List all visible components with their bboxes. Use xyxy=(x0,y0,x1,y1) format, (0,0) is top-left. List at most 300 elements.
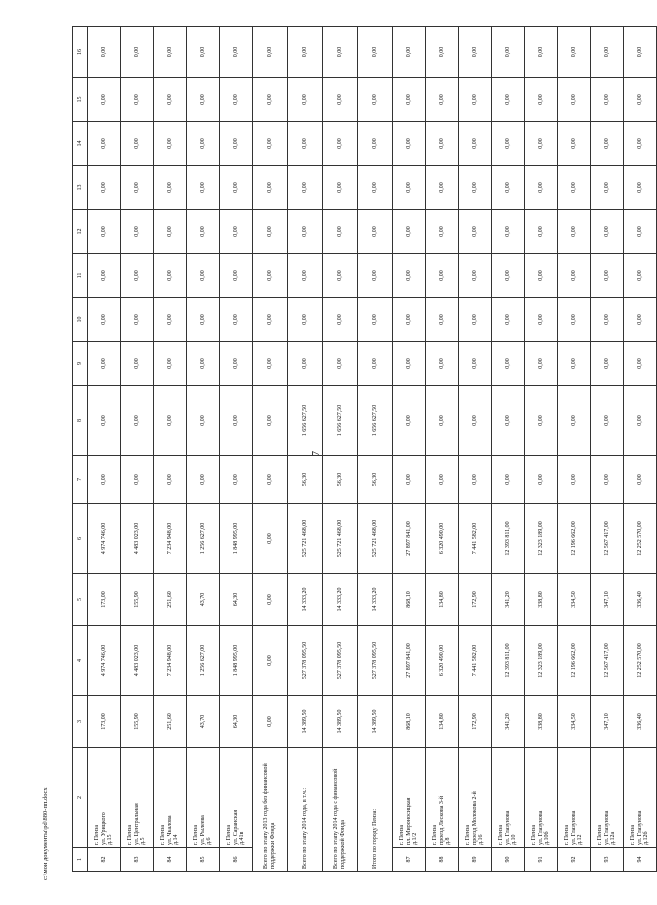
table-row xyxy=(492,27,525,872)
address-cell: г. Пенза ул. Чкалова д.14 xyxy=(154,748,187,848)
table-cell: 0,00 xyxy=(624,456,657,504)
housing-program-table xyxy=(72,26,657,872)
table-cell: 0,00 xyxy=(624,210,657,254)
table-cell: 1 656 627,50 xyxy=(288,386,323,456)
header-cell: 16 xyxy=(73,27,88,78)
table-cell: 525 721 468,00 xyxy=(323,504,358,574)
table-cell: 0,00 xyxy=(88,78,121,122)
table-cell: 4 974 746,00 xyxy=(88,504,121,574)
table-cell: 0,00 xyxy=(154,166,187,210)
table-cell: 0,00 xyxy=(558,298,591,342)
table-cell: 251,60 xyxy=(154,696,187,748)
table-cell: 14 389,50 xyxy=(358,696,393,748)
table-cell: 0,00 xyxy=(492,298,525,342)
table-cell: 0,00 xyxy=(187,27,220,78)
table-cell: 0,00 xyxy=(253,504,288,574)
table-cell: 0,00 xyxy=(459,210,492,254)
total-label: Итого по городу Пенза: xyxy=(358,748,393,872)
table-cell: 0,00 xyxy=(187,298,220,342)
table-cell: 0,00 xyxy=(426,386,459,456)
table-cell: 527 378 095,50 xyxy=(358,626,393,696)
table-cell: 341,20 xyxy=(492,696,525,748)
table-cell: 0,00 xyxy=(459,254,492,298)
header-cell: 6 xyxy=(73,504,88,574)
table-cell: 64,30 xyxy=(220,696,253,748)
table-cell: 0,00 xyxy=(253,574,288,626)
table-cell: 14 389,50 xyxy=(288,696,323,748)
table-cell: 155,90 xyxy=(121,696,154,748)
table-cell: 0,00 xyxy=(121,122,154,166)
table-cell: 0,00 xyxy=(154,456,187,504)
total-label: Всего по этапу 2014 года с финансовой поддержкой Фонда xyxy=(323,748,358,872)
address-cell: г. Пенза проезд Молокова 2-й д.16 xyxy=(459,748,492,848)
address-cell: г. Пенза пл. Мироносицкая д.1/2 xyxy=(393,748,426,848)
table-cell: 85 xyxy=(187,848,220,872)
table-row xyxy=(525,27,558,872)
table-cell: 0,00 xyxy=(220,27,253,78)
table-cell: 0,00 xyxy=(323,210,358,254)
table-cell: 0,00 xyxy=(358,254,393,298)
table-cell: 0,00 xyxy=(426,27,459,78)
table-cell: 1 656 627,50 xyxy=(323,386,358,456)
table-cell: 0,00 xyxy=(323,254,358,298)
table-cell: 0,00 xyxy=(591,298,624,342)
table-row xyxy=(558,27,591,872)
table-cell: 0,00 xyxy=(591,456,624,504)
table-cell: 0,00 xyxy=(624,342,657,386)
table-cell: 12 393 811,00 xyxy=(492,626,525,696)
table-cell: 0,00 xyxy=(253,27,288,78)
table-cell: 0,00 xyxy=(154,342,187,386)
table-cell: 12 567 417,00 xyxy=(591,626,624,696)
table-cell: 0,00 xyxy=(323,27,358,78)
table-cell: 0,00 xyxy=(358,27,393,78)
header-cell: 13 xyxy=(73,166,88,210)
table-cell: 155,90 xyxy=(121,574,154,626)
table-cell: 0,00 xyxy=(393,254,426,298)
table-cell: 341,20 xyxy=(492,574,525,626)
table-cell: 0,00 xyxy=(393,122,426,166)
table-cell: 0,00 xyxy=(220,342,253,386)
address-cell: г. Пенза ул. Глазунова д.10 xyxy=(492,748,525,848)
table-cell: 0,00 xyxy=(253,78,288,122)
table-cell: 84 xyxy=(154,848,187,872)
table-body xyxy=(73,27,657,872)
table-cell: 868,10 xyxy=(393,574,426,626)
table-cell: 0,00 xyxy=(187,342,220,386)
address-cell: г. Пенза ул. Глазунова д.12б xyxy=(624,748,657,848)
table-cell: 14 333,20 xyxy=(323,574,358,626)
table-cell: 0,00 xyxy=(288,254,323,298)
table-cell: 0,00 xyxy=(591,166,624,210)
table-cell: 0,00 xyxy=(88,456,121,504)
header-cell: 3 xyxy=(73,696,88,748)
table-cell: 0,00 xyxy=(88,166,121,210)
table-cell: 0,00 xyxy=(187,386,220,456)
table-cell: 4 483 023,00 xyxy=(121,626,154,696)
table-cell: 0,00 xyxy=(288,342,323,386)
header-cell: 1 xyxy=(73,848,88,872)
table-cell: 0,00 xyxy=(591,210,624,254)
total-label: Всего по этапу 2013 года без финансовой поддержки Фонда xyxy=(253,748,288,872)
table-cell: 0,00 xyxy=(358,122,393,166)
table-cell: 27 897 841,00 xyxy=(393,626,426,696)
table-cell: 347,10 xyxy=(591,696,624,748)
table-cell: 527 378 095,50 xyxy=(288,626,323,696)
table-cell: 0,00 xyxy=(220,254,253,298)
table-cell: 0,00 xyxy=(393,386,426,456)
table-cell: 0,00 xyxy=(253,166,288,210)
table-cell: 0,00 xyxy=(288,210,323,254)
table-cell: 92 xyxy=(558,848,591,872)
table-cell: 0,00 xyxy=(459,27,492,78)
table-cell: 0,00 xyxy=(358,78,393,122)
table-cell: 0,00 xyxy=(558,78,591,122)
table-cell: 0,00 xyxy=(358,210,393,254)
table-cell: 0,00 xyxy=(624,166,657,210)
address-cell: г. Пенза проезд Лескова 3-й д.8 xyxy=(426,748,459,848)
table-cell: 0,00 xyxy=(492,254,525,298)
table-cell: 88 xyxy=(426,848,459,872)
header-cell: 8 xyxy=(73,386,88,456)
table-cell: 0,00 xyxy=(154,122,187,166)
table-cell: 336,40 xyxy=(624,696,657,748)
table-cell: 56,30 xyxy=(288,456,323,504)
table-cell: 0,00 xyxy=(591,342,624,386)
table-cell: 12 196 662,00 xyxy=(558,626,591,696)
table-cell: 0,00 xyxy=(558,456,591,504)
table-cell: 336,40 xyxy=(624,574,657,626)
table-cell: 0,00 xyxy=(358,342,393,386)
table-row xyxy=(624,27,657,872)
table-cell: 0,00 xyxy=(220,210,253,254)
table-cell: 0,00 xyxy=(624,122,657,166)
table-cell: 0,00 xyxy=(220,122,253,166)
table-cell: 134,80 xyxy=(426,574,459,626)
table-cell: 0,00 xyxy=(558,166,591,210)
table-cell: 0,00 xyxy=(558,122,591,166)
table-cell: 12 252 570,00 xyxy=(624,504,657,574)
table-cell: 0,00 xyxy=(220,386,253,456)
table-cell: 0,00 xyxy=(121,342,154,386)
table-cell: 0,00 xyxy=(426,210,459,254)
address-cell: г. Пенза ул. Глазунова д.10б xyxy=(525,748,558,848)
table-cell: 0,00 xyxy=(525,122,558,166)
table-header-row xyxy=(73,27,88,872)
header-cell: 5 xyxy=(73,574,88,626)
table-cell: 0,00 xyxy=(558,27,591,78)
table-cell: 0,00 xyxy=(525,342,558,386)
table-cell: 1 848 995,00 xyxy=(220,626,253,696)
rotated-page-content xyxy=(72,27,650,872)
header-cell: 2 xyxy=(73,748,88,848)
table-cell: 0,00 xyxy=(220,298,253,342)
table-cell: 0,00 xyxy=(323,298,358,342)
total-row xyxy=(288,27,323,872)
table-cell: 0,00 xyxy=(624,78,657,122)
table-cell: 0,00 xyxy=(393,27,426,78)
table-cell: 0,00 xyxy=(220,78,253,122)
table-cell: 0,00 xyxy=(253,342,288,386)
table-cell: 0,00 xyxy=(459,386,492,456)
table-cell: 64,30 xyxy=(220,574,253,626)
total-row xyxy=(358,27,393,872)
table-cell: 0,00 xyxy=(288,78,323,122)
table-row xyxy=(121,27,154,872)
header-cell: 10 xyxy=(73,298,88,342)
table-cell: 0,00 xyxy=(426,254,459,298)
table-cell: 0,00 xyxy=(253,696,288,748)
table-cell: 1 256 627,00 xyxy=(187,504,220,574)
table-cell: 0,00 xyxy=(88,298,121,342)
table-cell: 0,00 xyxy=(492,210,525,254)
table-cell: 12 567 417,00 xyxy=(591,504,624,574)
table-cell: 90 xyxy=(492,848,525,872)
total-row xyxy=(323,27,358,872)
table-cell: 0,00 xyxy=(154,27,187,78)
table-cell: 0,00 xyxy=(88,342,121,386)
table-cell: 0,00 xyxy=(253,456,288,504)
table-cell: 0,00 xyxy=(459,78,492,122)
header-cell: 4 xyxy=(73,626,88,696)
table-cell: 89 xyxy=(459,848,492,872)
table-cell: 525 721 468,00 xyxy=(288,504,323,574)
table-cell: 0,00 xyxy=(253,210,288,254)
table-cell: 0,00 xyxy=(121,298,154,342)
table-cell: 0,00 xyxy=(492,78,525,122)
table-cell: 91 xyxy=(525,848,558,872)
table-cell: 0,00 xyxy=(525,386,558,456)
table-cell: 0,00 xyxy=(492,122,525,166)
table-cell: 0,00 xyxy=(121,78,154,122)
table-cell: 87 xyxy=(393,848,426,872)
table-cell: 868,10 xyxy=(393,696,426,748)
table-cell: 0,00 xyxy=(426,166,459,210)
header-cell: 9 xyxy=(73,342,88,386)
address-cell: г. Пенза ул. Глазунова д.12а xyxy=(591,748,624,848)
table-cell: 334,50 xyxy=(558,574,591,626)
table-cell: 7 234 948,00 xyxy=(154,626,187,696)
table-cell: 0,00 xyxy=(288,122,323,166)
table-cell: 14 333,20 xyxy=(358,574,393,626)
table-cell: 0,00 xyxy=(525,456,558,504)
table-cell: 0,00 xyxy=(288,298,323,342)
table-cell: 0,00 xyxy=(459,166,492,210)
header-cell: 11 xyxy=(73,254,88,298)
table-cell: 0,00 xyxy=(591,78,624,122)
table-cell: 334,50 xyxy=(558,696,591,748)
total-row xyxy=(253,27,288,872)
table-cell: 0,00 xyxy=(121,166,154,210)
table-cell: 0,00 xyxy=(393,456,426,504)
table-cell: 0,00 xyxy=(558,254,591,298)
table-cell: 0,00 xyxy=(154,298,187,342)
table-cell: 0,00 xyxy=(88,27,121,78)
footer-file-path: c:\мои документы\pd\880-пп.docx xyxy=(42,787,49,880)
table-cell: 0,00 xyxy=(459,298,492,342)
table-cell: 12 323 189,00 xyxy=(525,626,558,696)
table-cell: 6 320 490,00 xyxy=(426,504,459,574)
table-cell: 0,00 xyxy=(426,298,459,342)
table-cell: 0,00 xyxy=(187,210,220,254)
table-row xyxy=(154,27,187,872)
table-cell: 0,00 xyxy=(624,254,657,298)
page-number: 7 xyxy=(311,451,322,456)
table-cell: 338,80 xyxy=(525,574,558,626)
table-cell: 12 196 662,00 xyxy=(558,504,591,574)
table-cell: 43,70 xyxy=(187,696,220,748)
table-cell: 525 721 468,00 xyxy=(358,504,393,574)
table-row xyxy=(88,27,121,872)
table-cell: 0,00 xyxy=(525,27,558,78)
table-cell: 0,00 xyxy=(591,254,624,298)
table-cell: 0,00 xyxy=(426,456,459,504)
table-cell: 56,30 xyxy=(358,456,393,504)
table-cell: 0,00 xyxy=(492,342,525,386)
table-cell: 0,00 xyxy=(121,386,154,456)
table-cell: 0,00 xyxy=(220,166,253,210)
table-cell: 0,00 xyxy=(288,166,323,210)
table-cell: 527 378 095,50 xyxy=(323,626,358,696)
table-cell: 0,00 xyxy=(121,456,154,504)
table-cell: 0,00 xyxy=(558,210,591,254)
table-cell: 6 320 490,00 xyxy=(426,626,459,696)
table-cell: 0,00 xyxy=(154,78,187,122)
table-cell: 14 389,50 xyxy=(323,696,358,748)
table-cell: 173,00 xyxy=(88,696,121,748)
table-cell: 0,00 xyxy=(525,254,558,298)
table-cell: 0,00 xyxy=(591,122,624,166)
table-cell: 12 252 570,00 xyxy=(624,626,657,696)
table-cell: 0,00 xyxy=(393,78,426,122)
table-cell: 0,00 xyxy=(187,166,220,210)
table-cell: 1 848 995,00 xyxy=(220,504,253,574)
table-cell: 83 xyxy=(121,848,154,872)
table-cell: 0,00 xyxy=(492,166,525,210)
table-cell: 0,00 xyxy=(459,122,492,166)
table-cell: 0,00 xyxy=(492,456,525,504)
table-cell: 134,80 xyxy=(426,696,459,748)
table-cell: 12 323 189,00 xyxy=(525,504,558,574)
table-cell: 0,00 xyxy=(358,298,393,342)
table-cell: 86 xyxy=(220,848,253,872)
table-cell: 56,30 xyxy=(323,456,358,504)
table-row xyxy=(393,27,426,872)
table-cell: 0,00 xyxy=(358,166,393,210)
table-cell: 0,00 xyxy=(426,122,459,166)
table-cell: 27 897 841,00 xyxy=(393,504,426,574)
table-cell: 172,90 xyxy=(459,696,492,748)
table-cell: 0,00 xyxy=(624,27,657,78)
table-cell: 0,00 xyxy=(393,166,426,210)
table-cell: 0,00 xyxy=(154,386,187,456)
table-cell: 0,00 xyxy=(525,78,558,122)
table-cell: 0,00 xyxy=(323,342,358,386)
table-cell: 0,00 xyxy=(492,386,525,456)
address-cell: г. Пенза ул. Центральная д.5 xyxy=(121,748,154,848)
table-cell: 7 441 582,00 xyxy=(459,504,492,574)
table-cell: 82 xyxy=(88,848,121,872)
table-cell: 0,00 xyxy=(154,210,187,254)
table-cell: 0,00 xyxy=(187,254,220,298)
table-cell: 93 xyxy=(591,848,624,872)
header-cell: 15 xyxy=(73,78,88,122)
table-cell: 0,00 xyxy=(426,78,459,122)
table-cell: 0,00 xyxy=(323,78,358,122)
table-cell: 0,00 xyxy=(88,254,121,298)
table-cell: 43,70 xyxy=(187,574,220,626)
table-cell: 0,00 xyxy=(624,298,657,342)
header-cell: 7 xyxy=(73,456,88,504)
table-cell: 251,60 xyxy=(154,574,187,626)
table-cell: 0,00 xyxy=(459,342,492,386)
table-cell: 0,00 xyxy=(88,386,121,456)
header-cell: 14 xyxy=(73,122,88,166)
table-cell: 0,00 xyxy=(525,210,558,254)
table-row xyxy=(220,27,253,872)
table-cell: 0,00 xyxy=(121,254,154,298)
table-cell: 0,00 xyxy=(591,386,624,456)
table-row xyxy=(459,27,492,872)
table-cell: 0,00 xyxy=(121,210,154,254)
table-row xyxy=(187,27,220,872)
table-cell: 0,00 xyxy=(88,210,121,254)
table-cell: 173,00 xyxy=(88,574,121,626)
table-cell: 0,00 xyxy=(187,122,220,166)
table-cell: 0,00 xyxy=(492,27,525,78)
table-cell: 94 xyxy=(624,848,657,872)
table-cell: 0,00 xyxy=(323,122,358,166)
table-cell: 0,00 xyxy=(121,27,154,78)
table-row xyxy=(591,27,624,872)
table-cell: 0,00 xyxy=(323,166,358,210)
table-cell: 0,00 xyxy=(253,626,288,696)
table-cell: 4 974 746,00 xyxy=(88,626,121,696)
table-cell: 7 441 582,00 xyxy=(459,626,492,696)
table-cell: 347,10 xyxy=(591,574,624,626)
table-cell: 0,00 xyxy=(288,27,323,78)
table-cell: 0,00 xyxy=(426,342,459,386)
table-cell: 0,00 xyxy=(253,298,288,342)
table-cell: 14 333,20 xyxy=(288,574,323,626)
table-cell: 1 256 627,00 xyxy=(187,626,220,696)
table-cell: 172,90 xyxy=(459,574,492,626)
table-cell: 0,00 xyxy=(393,342,426,386)
table-cell: 0,00 xyxy=(253,254,288,298)
table-row xyxy=(426,27,459,872)
address-cell: г. Пенза ул. Рылеева д.6 xyxy=(187,748,220,848)
table-cell: 0,00 xyxy=(393,298,426,342)
table-cell: 4 483 023,00 xyxy=(121,504,154,574)
table-cell: 0,00 xyxy=(253,122,288,166)
table-cell: 12 393 811,00 xyxy=(492,504,525,574)
table-cell: 0,00 xyxy=(253,386,288,456)
total-label: Всего по этапу 2014 года, в т.ч.: xyxy=(288,748,323,872)
table-cell: 0,00 xyxy=(624,386,657,456)
table-cell: 0,00 xyxy=(525,298,558,342)
table-cell: 0,00 xyxy=(187,78,220,122)
table-cell: 338,80 xyxy=(525,696,558,748)
table-cell: 0,00 xyxy=(459,456,492,504)
table-cell: 0,00 xyxy=(558,386,591,456)
table-cell: 0,00 xyxy=(393,210,426,254)
table-cell: 1 656 627,50 xyxy=(358,386,393,456)
table-cell: 7 234 948,00 xyxy=(154,504,187,574)
address-cell: г. Пенза ул. Саранская д.41в xyxy=(220,748,253,848)
header-cell: 12 xyxy=(73,210,88,254)
table-cell: 0,00 xyxy=(220,456,253,504)
table-cell: 0,00 xyxy=(591,27,624,78)
